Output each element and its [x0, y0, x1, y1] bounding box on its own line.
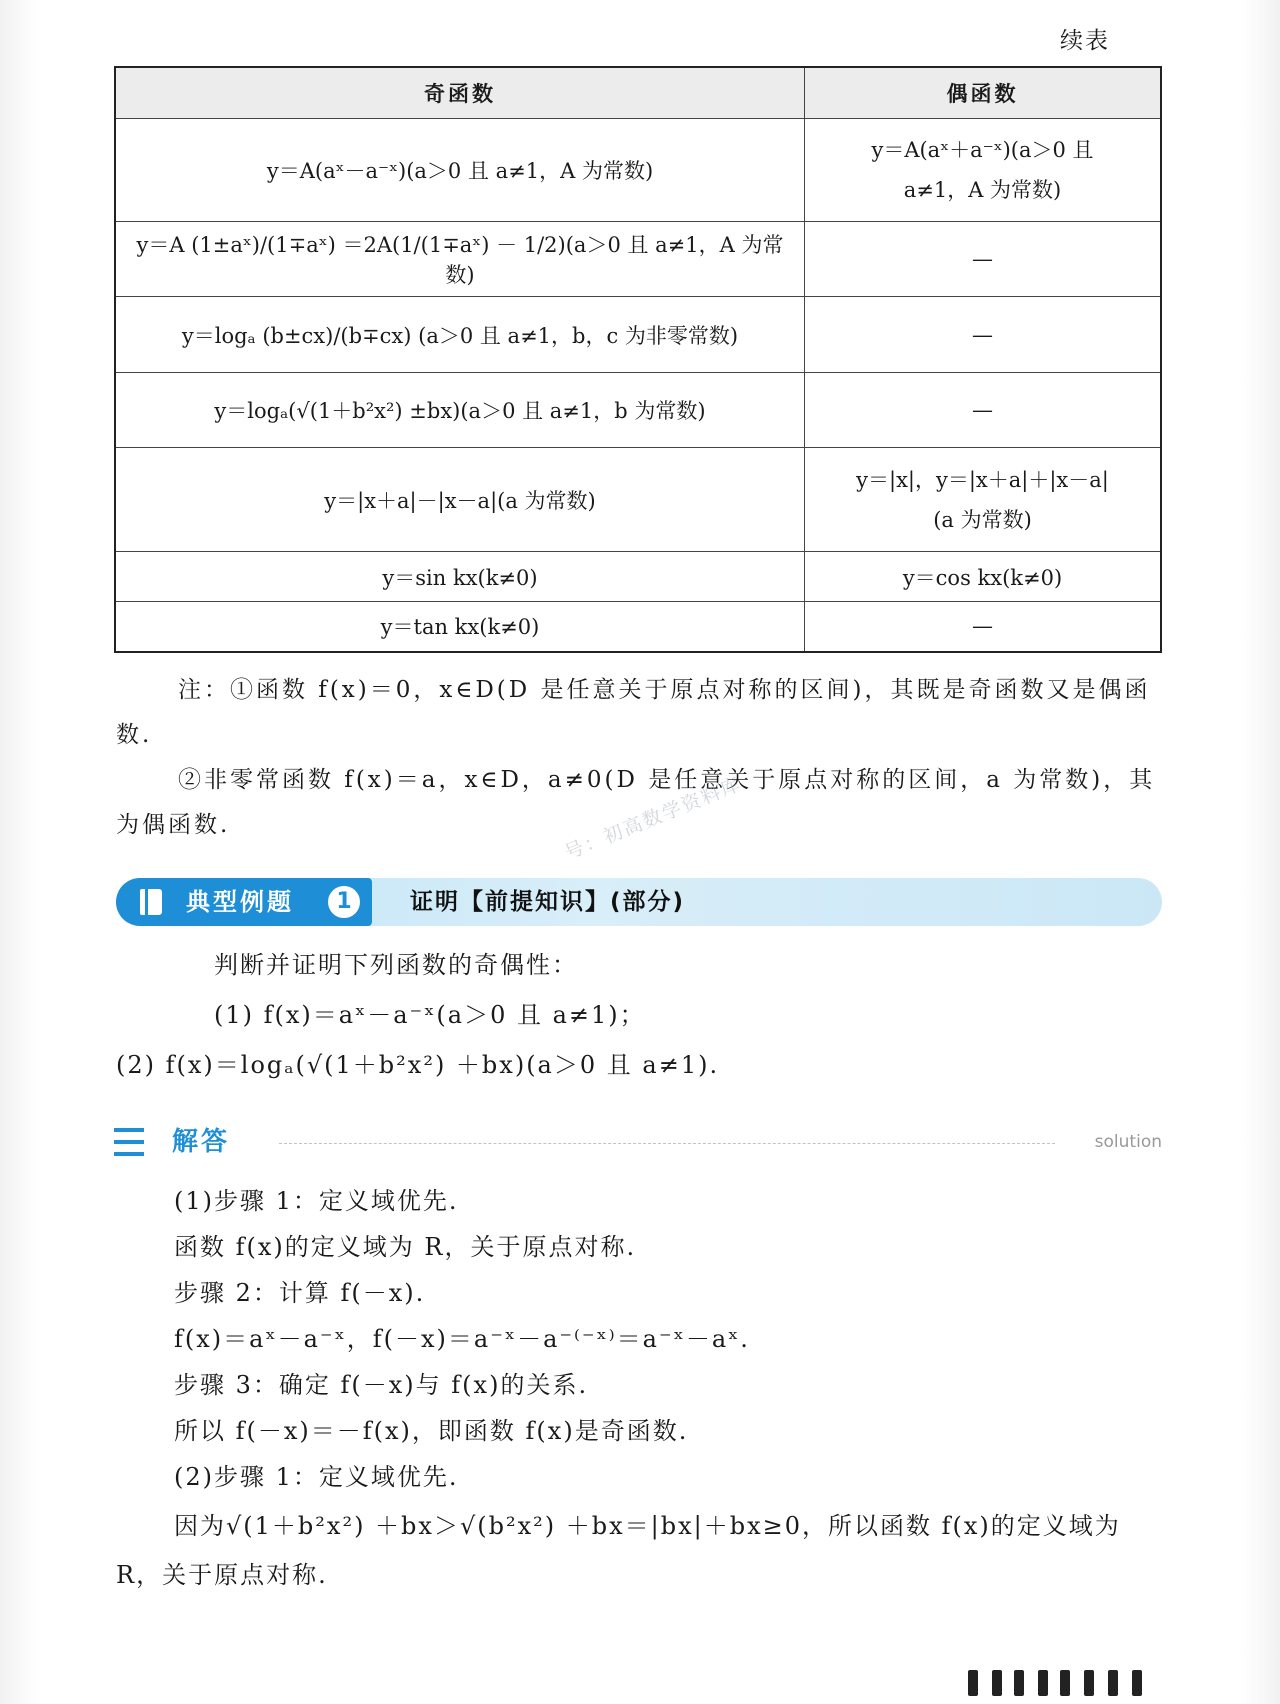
table-continued-label: 续表 — [1060, 28, 1110, 54]
list-icon — [114, 1128, 144, 1156]
odd-function-cell: y＝sin kx(k≠0) — [115, 552, 805, 602]
even-function-cell — [805, 448, 1162, 552]
solution-line: 步骤 2：计算 f(－x). — [174, 1279, 426, 1307]
table-row — [115, 448, 1161, 552]
even-function-cell: — — [805, 222, 1162, 297]
even-function-cell: — — [805, 373, 1162, 448]
example-tag-label: 典型例题 — [186, 888, 294, 916]
note-2: ②非零常函数 f(x)＝a，x∈D，a≠0(D 是任意关于原点对称的区间，a 为常数)，其为偶函数. — [116, 767, 1156, 838]
even-function-line: y＝|x|，y＝|x＋a|＋|x－a| — [856, 467, 1109, 492]
table-row — [115, 119, 1161, 222]
example-item-1: (1) f(x)＝aˣ－a⁻ˣ(a＞0 且 a≠1)； — [214, 1001, 646, 1029]
table-row — [115, 297, 1161, 373]
even-function-cell: — — [805, 297, 1162, 373]
example-title: 证明【前提知识】(部分) — [410, 889, 686, 915]
page-edge-right — [1240, 0, 1280, 1704]
example-number-badge: 1 — [326, 884, 362, 920]
answer-subtitle: solution — [1094, 1132, 1162, 1152]
even-function-line: y＝A(aˣ＋a⁻ˣ)(a＞0 且 — [871, 138, 1094, 162]
even-function-line: a≠1，A 为常数) — [903, 178, 1062, 202]
odd-function-cell: y＝A(aˣ－a⁻ˣ)(a＞0 且 a≠1，A 为常数) — [115, 119, 805, 222]
table-row — [115, 602, 1161, 652]
solution-line: (2)步骤 1：定义域优先. — [174, 1463, 459, 1491]
book-icon — [140, 889, 162, 915]
even-function-cell — [805, 119, 1162, 222]
odd-function-cell: y＝|x＋a|－|x－a|(a 为常数) — [115, 448, 805, 552]
answer-title: 解答 — [172, 1127, 231, 1157]
example-banner — [116, 878, 1162, 926]
note-1: 注：①函数 f(x)＝0，x∈D(D 是任意关于原点对称的区间)，其既是奇函数又是偶函数. — [116, 677, 1151, 748]
example-item-2: (2) f(x)＝logₐ(√(1＋b²x²) ＋bx)(a＞0 且 a≠1). — [116, 1051, 720, 1079]
table-row — [115, 222, 1161, 297]
example-problem — [116, 940, 1162, 1090]
answer-divider — [279, 1143, 1055, 1144]
solution-line: f(x)＝aˣ－a⁻ˣ，f(－x)＝a⁻ˣ－a⁻⁽⁻ˣ⁾＝a⁻ˣ－aˣ. — [174, 1325, 750, 1353]
solution-line: 函数 f(x)的定义域为 R，关于原点对称. — [174, 1233, 637, 1261]
odd-function-cell: y＝A (1±aˣ)/(1∓aˣ) ＝2A(1/(1∓aˣ) － 1/2)(a＞0 且 a≠1，A 为常数) — [115, 222, 805, 297]
table-row — [115, 373, 1161, 448]
even-function-cell: y＝cos kx(k≠0) — [805, 552, 1162, 602]
even-function-cell: — — [805, 602, 1162, 652]
solution-body — [116, 1178, 1162, 1598]
watermark-text: 号：初高数学资料库 — [561, 772, 745, 865]
solution-line: 因为√(1＋b²x²) ＋bx＞√(b²x²) ＋bx＝|bx|＋bx≥0，所以函数 f(x)的定义域为 — [174, 1512, 1121, 1540]
page-registration-marks — [968, 1670, 1168, 1700]
solution-line: 步骤 3：确定 f(－x)与 f(x)的关系. — [174, 1371, 589, 1399]
table-header-row — [115, 67, 1161, 119]
even-function-line: (a 为常数) — [933, 507, 1032, 532]
answer-header — [114, 1122, 1162, 1162]
odd-function-cell: y＝tan kx(k≠0) — [115, 602, 805, 652]
solution-line: 所以 f(－x)＝－f(x)，即函数 f(x)是奇函数. — [174, 1417, 689, 1445]
odd-function-cell: y＝logₐ(√(1＋b²x²) ±bx)(a＞0 且 a≠1，b 为常数) — [115, 373, 805, 448]
page-edge-left — [0, 0, 40, 1704]
odd-even-function-table — [114, 66, 1162, 653]
solution-line: (1)步骤 1：定义域优先. — [174, 1187, 459, 1215]
odd-function-header: 奇函数 — [115, 67, 805, 119]
solution-line: R，关于原点对称. — [116, 1561, 328, 1589]
example-prompt: 判断并证明下列函数的奇偶性： — [214, 951, 578, 979]
even-function-header: 偶函数 — [805, 67, 1162, 119]
odd-function-cell: y＝logₐ (b±cx)/(b∓cx) (a＞0 且 a≠1，b，c 为非零常数) — [115, 297, 805, 373]
table-row — [115, 552, 1161, 602]
